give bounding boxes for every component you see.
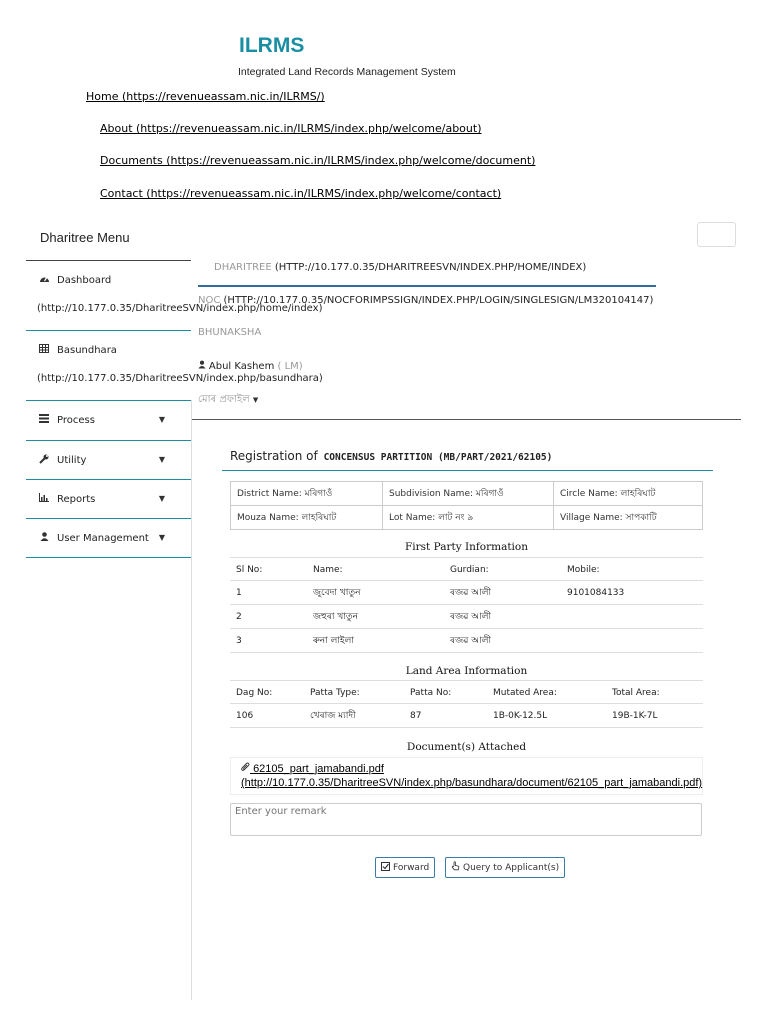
divider [191,400,192,1000]
nav-profile-dropdown[interactable] [198,392,258,409]
table-cell: ৰজৱ আলী [450,588,492,598]
list-icon [38,414,50,426]
nav-user[interactable] [198,360,303,372]
table-cell: 1 [236,588,242,598]
nav-noc-url[interactable]: (HTTP://10.177.0.35/NOCFORIMPSSIGN/INDEX.PHP/LOGIN/SINGLESIGN/LM320104147) [223,295,654,306]
section-title-documents: Document(s) Attached [406,741,527,753]
user-name: Abul Kashem [208,361,275,372]
bar-chart-icon [38,493,50,505]
forward-button[interactable] [375,857,435,878]
column-header: Sl No: [236,565,263,575]
nav-link-about[interactable]: About (https://revenueassam.nic.in/ILRMS/index.php/welcome/about) [100,122,482,135]
table-row [230,605,703,629]
table-row [231,482,703,506]
caret-down-icon: ▼ [252,396,259,404]
column-header: Patta No: [410,688,452,698]
user-icon [198,362,209,372]
table-cell: ৰজৱ আলী [450,636,492,646]
forward-button-label: Forward [393,862,430,873]
table-cell: 106 [236,711,254,721]
column-header: Patta Type: [310,688,360,698]
column-header: Name: [313,565,343,575]
caret-down-icon: ▼ [158,494,165,503]
document-url[interactable]: (http://10.177.0.35/DharitreeSVN/index.php/basundhara/document/62105_part_jamabandi.pdf) [241,777,703,789]
table-row [230,704,703,728]
dashboard-icon [38,274,50,286]
table-cell: খেৰাজ ম্যাদী [310,711,356,721]
hand-pointer-icon [451,861,460,874]
wrench-icon [38,454,50,467]
divider [222,470,713,471]
table-cell: 9101084133 [567,588,625,598]
sidebar-item-url[interactable]: (http://10.177.0.35/DharitreeSVN/index.php/basundhara) [37,373,323,384]
table-header-row [230,680,703,704]
location-table [230,481,703,530]
first-party-table [230,557,703,653]
table-cell: District Name: মৰিগাওঁ [231,482,383,506]
sidebar-item-reports[interactable] [26,480,191,519]
nav-noc-label: NOC [198,295,221,306]
query-button-label: Query to Applicant(s) [463,862,560,873]
section-title-land-area: Land Area Information [405,665,528,677]
column-header: Mutated Area: [493,688,557,698]
sidebar-item-url[interactable]: (http://10.177.0.35/DharitreeSVN/index.php/home/index) [37,303,323,314]
nav-bhunaksha[interactable]: BHUNAKSHA [198,327,262,338]
table-cell: Subdivision Name: মৰিগাওঁ [383,482,554,506]
table-cell: 1B-0K-12.5L [493,711,548,721]
table-cell: ৰুনা লাইলা [313,636,354,646]
menu-toggle-button[interactable] [697,222,736,247]
column-header: Dag No: [236,688,273,698]
nav-noc[interactable] [198,295,653,306]
nav-dharitree[interactable] [214,262,586,273]
table-cell: 19B-1K-7L [612,711,658,721]
page-title-prefix: Registration of [230,449,318,463]
case-code: CONCENSUS PARTITION (MB/PART/2021/62105) [323,452,553,463]
caret-down-icon: ▼ [158,533,165,542]
sidebar-item-label: Basundhara [57,344,117,356]
column-header: Total Area: [612,688,660,698]
column-header: Gurdian: [450,565,489,575]
check-square-icon [381,862,390,874]
active-nav-indicator [198,285,656,287]
caret-down-icon: ▼ [158,415,165,424]
caret-down-icon: ▼ [158,455,165,464]
table-header-row [230,557,703,581]
sidebar-item-user-management[interactable] [26,519,191,558]
table-cell: জুবেদা খাতুন [313,588,361,598]
sidebar-item-label: User Management [57,532,149,544]
document-link[interactable] [241,762,384,775]
nav-dharitree-url[interactable]: (HTTP://10.177.0.35/DHARITREESVN/INDEX.PHP/HOME/INDEX) [274,262,587,273]
sidebar-item-process[interactable] [26,401,191,441]
section-title-first-party: First Party Information [405,541,528,553]
paperclip-icon [241,762,250,775]
remark-input[interactable] [230,803,702,836]
table-cell: Lot Name: লাট নং ৯ [383,506,554,530]
column-header: Mobile: [567,565,600,575]
table-cell: 87 [410,711,422,721]
user-role: ( LM) [277,361,303,372]
table-cell: 3 [236,636,242,646]
sidebar-item-label: Dashboard [57,274,112,286]
sidebar-item-label: Reports [57,493,96,505]
nav-link-home[interactable]: Home (https://revenueassam.nic.in/ILRMS/) [86,90,325,103]
sidebar-item-label: Utility [57,455,87,466]
table-cell: Village Name: সাপকাটি [554,506,703,530]
divider [191,419,741,420]
nav-link-contact[interactable]: Contact (https://revenueassam.nic.in/ILRMS/index.php/welcome/contact) [100,187,502,200]
sidebar-item-label: Process [57,414,95,426]
table-row [231,506,703,530]
table-cell: জহুৰা খাতুন [313,612,358,622]
table-cell: Circle Name: লাহৰিঘাট [554,482,703,506]
table-row [230,629,703,653]
user-icon [38,532,50,544]
menu-heading: Dharitree Menu [40,230,130,245]
profile-label: মোৰ প্ৰফাইল [198,394,250,405]
table-cell: 2 [236,612,242,622]
nav-dharitree-label: DHARITREE [214,262,272,273]
site-title: ILRMS [239,34,305,57]
page-title [230,449,552,463]
table-cell: ৰজৱ আলী [450,612,492,622]
nav-link-documents[interactable]: Documents (https://revenueassam.nic.in/ILRMS/index.php/welcome/document) [100,154,536,167]
query-applicant-button[interactable] [445,857,565,878]
table-row [230,581,703,605]
land-area-table [230,680,703,728]
table-cell: Mouza Name: লাহৰিঘাট [231,506,383,530]
site-subtitle: Integrated Land Records Management System [238,66,456,78]
table-icon [38,344,50,356]
document-file-name[interactable]: 62105_part_jamabandi.pdf [253,763,384,775]
sidebar-item-utility[interactable] [26,441,191,480]
